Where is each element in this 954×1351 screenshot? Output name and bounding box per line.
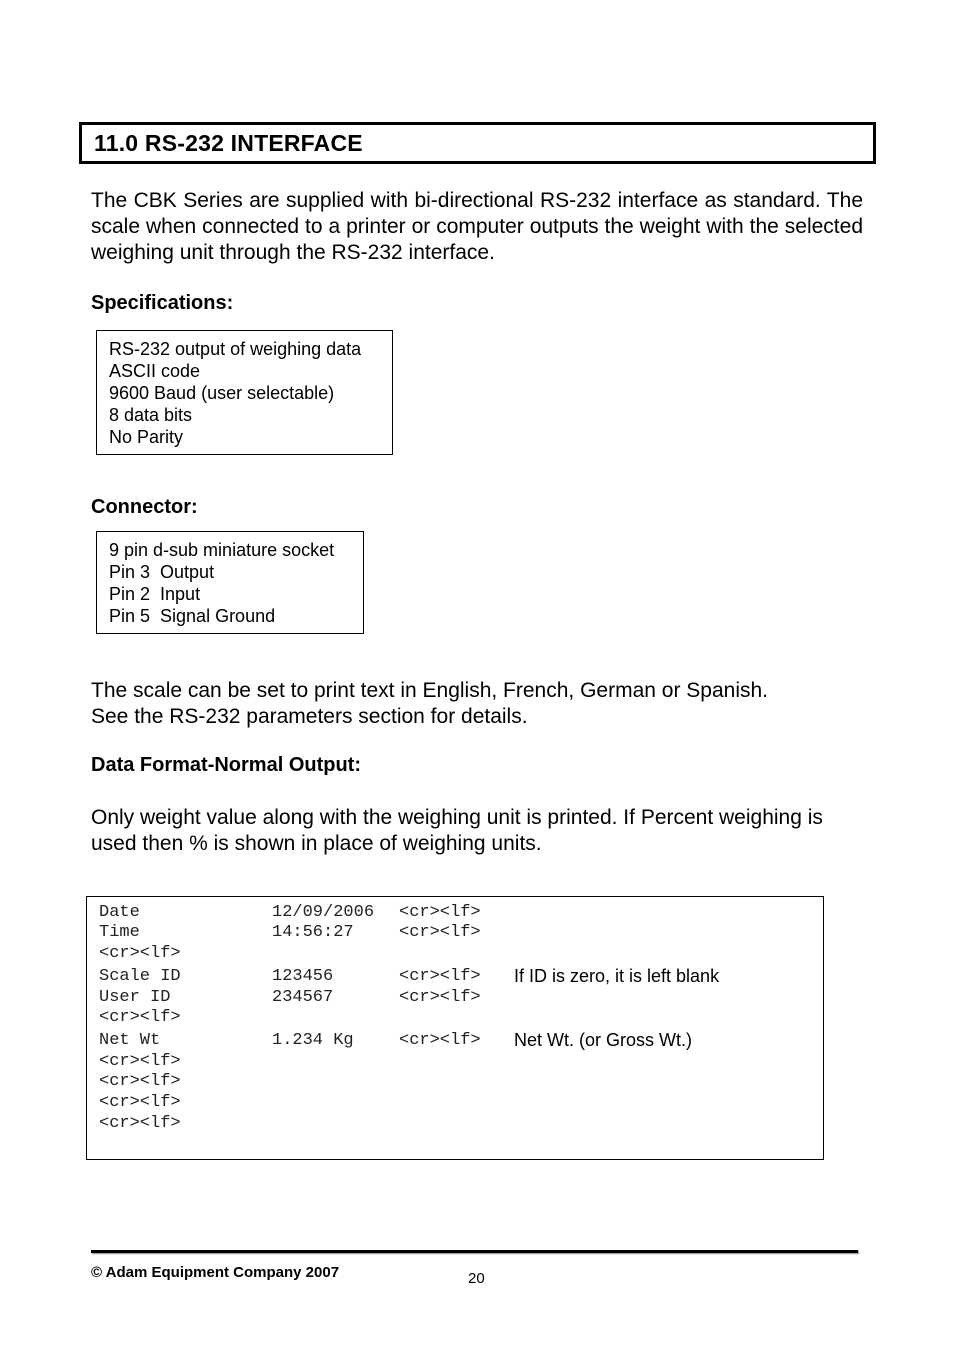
language-line: See the RS-232 parameters section for details.: [91, 705, 528, 728]
spec-line: 8 data bits: [109, 405, 193, 425]
intro-paragraph: The CBK Series are supplied with bi-directional RS-232 interface as standard. The scale when connected to a printer or computer outputs the weight with the selected weighing unit through the RS-232 interface.: [91, 189, 863, 264]
connector-heading: Connector:: [91, 496, 198, 518]
format-value: 1.234 Kg: [272, 1031, 354, 1050]
data-format-box: [86, 896, 824, 1160]
format-value: 234567: [272, 988, 334, 1007]
section-title: [94, 130, 363, 157]
format-terminator: <cr><lf>: [399, 903, 481, 922]
format-terminator: <cr><lf>: [399, 923, 481, 942]
connector-box: [96, 531, 364, 634]
format-terminator: <cr><lf>: [399, 988, 481, 1007]
format-label: User ID: [99, 988, 171, 1007]
format-label: <cr><lf>: [99, 1072, 181, 1091]
connector-line: Pin 3 Output: [109, 562, 215, 582]
section-number: 11.0: [94, 130, 139, 156]
format-label: <cr><lf>: [99, 944, 181, 963]
connector-line: 9 pin d-sub miniature socket: [109, 540, 335, 560]
spec-line: ASCII code: [109, 361, 201, 381]
format-note: Net Wt. (or Gross Wt.): [514, 1030, 692, 1050]
format-value: 14:56:27: [272, 923, 354, 942]
section-title-text: RS-232 INTERFACE: [144, 130, 363, 156]
spec-line: No Parity: [109, 427, 184, 447]
format-label: <cr><lf>: [99, 1093, 181, 1112]
spec-line: 9600 Baud (user selectable): [109, 383, 335, 403]
format-label: Time: [99, 923, 140, 942]
format-label: Date: [99, 903, 140, 922]
data-format-description: Only weight value along with the weighing unit is printed. If Percent weighing is used then % is shown in place of weighing units.: [91, 806, 823, 855]
format-terminator: <cr><lf>: [399, 1031, 481, 1050]
footer-rule: [91, 1250, 858, 1253]
format-value: 123456: [272, 967, 334, 986]
format-value: 12/09/2006: [272, 903, 375, 922]
format-label: Scale ID: [99, 967, 181, 986]
format-label: Net Wt: [99, 1031, 161, 1050]
format-label: <cr><lf>: [99, 1052, 181, 1071]
spec-line: RS-232 output of weighing data: [109, 339, 362, 359]
language-paragraph: [91, 678, 863, 730]
connector-line: Pin 5 Signal Ground: [109, 606, 276, 626]
format-note: If ID is zero, it is left blank: [514, 966, 720, 986]
format-label: <cr><lf>: [99, 1008, 181, 1027]
connector-line: Pin 2 Input: [109, 584, 201, 604]
page-number: 20: [468, 1270, 485, 1287]
specifications-heading: Specifications:: [91, 292, 234, 314]
specifications-box: [96, 330, 393, 455]
data-format-heading: Data Format-Normal Output:: [91, 754, 361, 776]
format-label: <cr><lf>: [99, 1114, 181, 1133]
language-line: The scale can be set to print text in English, French, German or Spanish.: [91, 679, 769, 702]
footer-copyright: © Adam Equipment Company 2007: [91, 1264, 340, 1281]
section-title-box: [79, 122, 876, 164]
format-terminator: <cr><lf>: [399, 967, 481, 986]
